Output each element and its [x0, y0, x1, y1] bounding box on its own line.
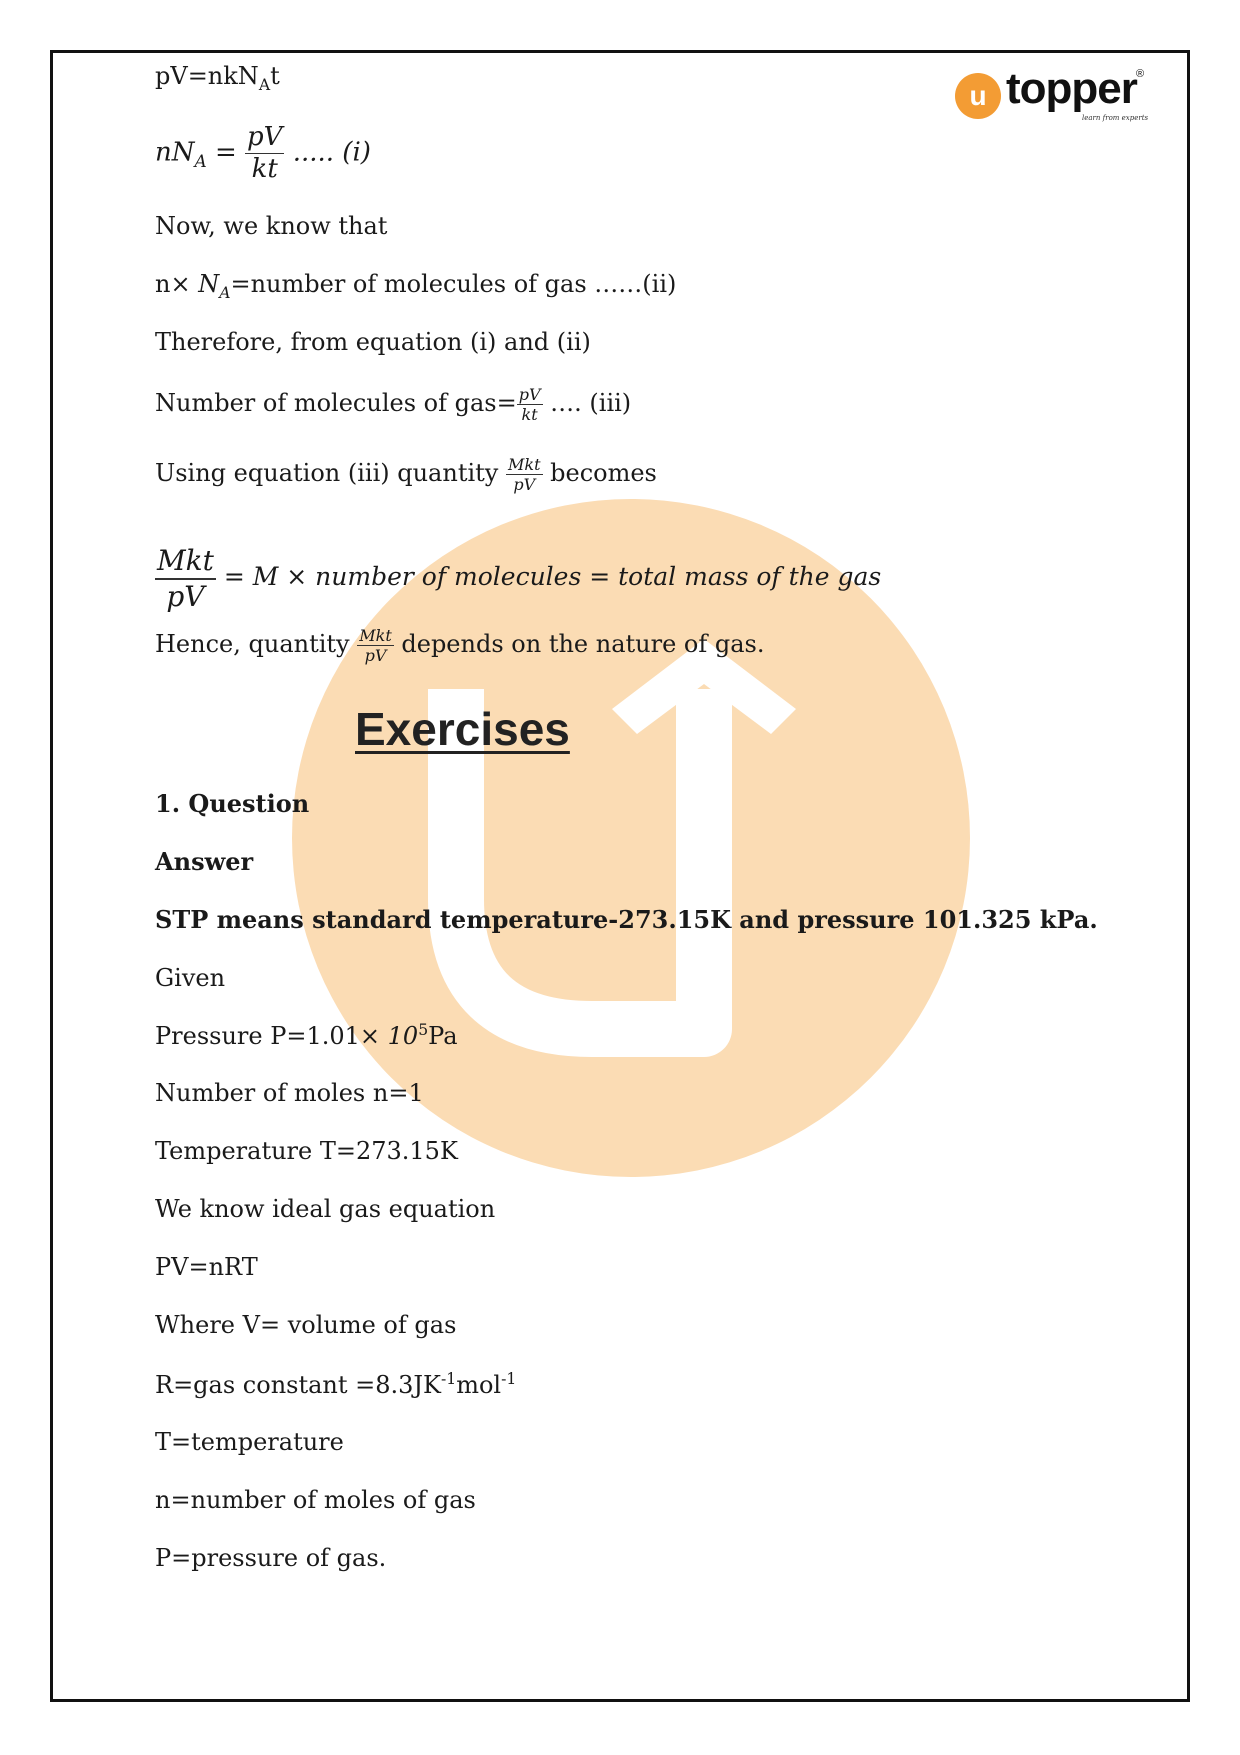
question-1-label: 1. Question [155, 789, 310, 818]
utopper-logo-icon [954, 72, 1002, 120]
definition-moles: n=number of moles of gas [155, 1486, 476, 1514]
exercises-heading: Exercises [355, 703, 570, 755]
equation-total-mass: $\frac{\text{Mkt}}{pV}$ = M × number of molecules = total mass of the gas [157, 544, 882, 613]
given-temperature: Temperature T=273.15K [155, 1137, 458, 1165]
equation-ii: $n\times N_A=number$ of molecules of gas ……(ii) [155, 270, 677, 302]
stp-definition: STP means standard temperature-273.15K and pressure 101.325 kPa. [155, 905, 1098, 934]
utopper-tagline: learn from experts [1082, 114, 1149, 122]
text-given: Given [155, 964, 226, 992]
fraction-mkt-pv-big: $\frac{\text{Mkt}}{pV}$ [157, 544, 214, 613]
equation-pv-nrt: PV=nRT [155, 1253, 258, 1281]
equation-iii: Number of molecules of gas= $\frac{pV}{kt}$ …. (iii) [155, 385, 632, 425]
text-using-equation: Using equation (iii) quantity $\frac{\text{Mkt}}{pV}$ becomes [155, 455, 657, 495]
utopper-logo-text: topper [1006, 64, 1137, 113]
fraction-pv-kt-small: $\frac{pV}{kt}$ [518, 385, 541, 425]
text-hence: Hence, quantity $\frac{\text{Mkt}}{pV}$ depends on the nature of gas. [155, 626, 765, 666]
answer-label: Answer [155, 847, 254, 876]
registered-mark: ® [1136, 68, 1145, 80]
equation-pv-nkna-t: pV=nkN$_A$t [155, 62, 280, 94]
given-moles: Number of moles n=1 [155, 1079, 424, 1107]
text-ideal-gas-equation: We know ideal gas equation [155, 1195, 496, 1223]
utopper-logo [954, 64, 1152, 138]
definition-pressure: P=pressure of gas. [155, 1544, 387, 1572]
definition-temperature: T=temperature [155, 1428, 344, 1456]
given-pressure: Pressure $P=1.01\times 10^5Pa$ [155, 1021, 458, 1050]
fraction-mkt-pv-hence: $\frac{\text{Mkt}}{pV}$ [359, 626, 392, 666]
text-now-we-know: Now, we know that [155, 212, 388, 240]
text-therefore: Therefore, from equation (i) and (ii) [155, 328, 591, 356]
definition-gas-constant: R=gas constant $=8.3JK^{-1}mol^{-1}$ [155, 1370, 517, 1399]
equation-i: $nN_A$ = $\frac{pV}{kt}$ ..... (i) [155, 122, 371, 185]
fraction-pv-kt: $\frac{pV}{kt}$ [247, 122, 283, 185]
definition-volume: Where V= volume of gas [155, 1311, 457, 1339]
fraction-mkt-pv-small: $\frac{\text{Mkt}}{pV}$ [507, 455, 541, 495]
svg-text:u: u [969, 80, 987, 111]
